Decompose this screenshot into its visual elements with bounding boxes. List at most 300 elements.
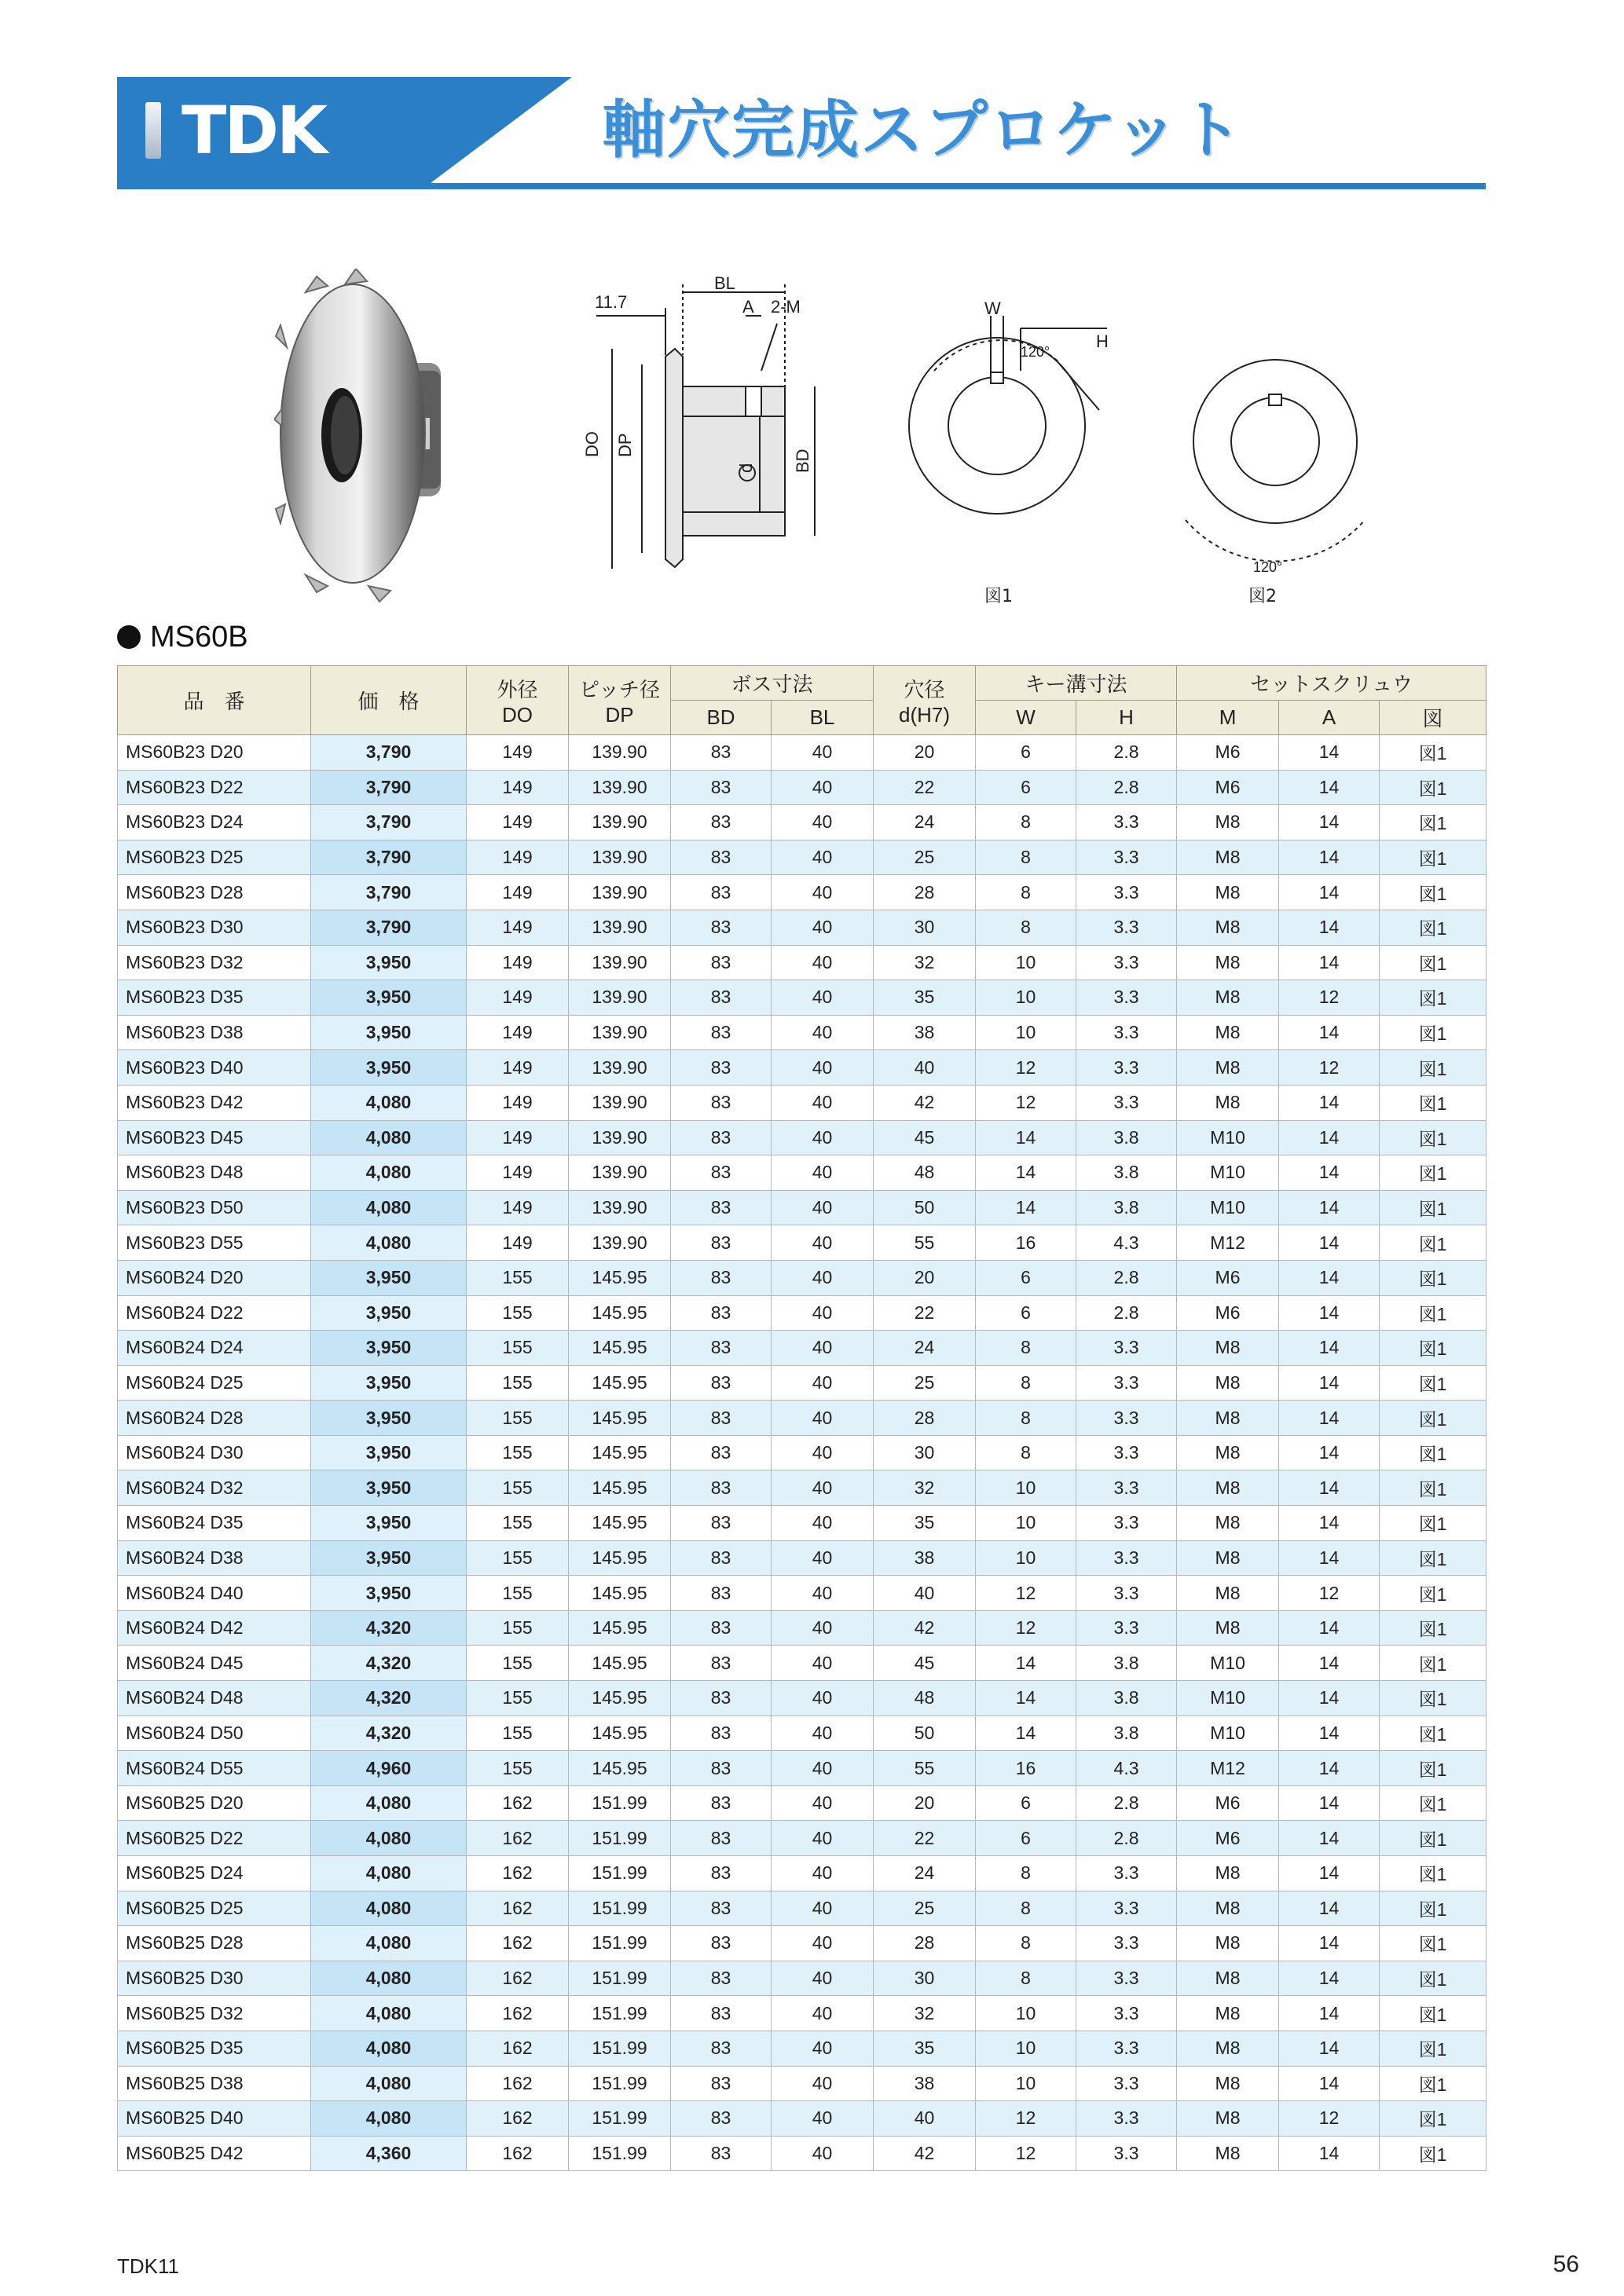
cell-part: MS60B25 D35 xyxy=(118,2031,311,2066)
cell-a: 14 xyxy=(1279,875,1380,910)
cell-dp: 151.99 xyxy=(569,2031,671,2066)
cell-w: 12 xyxy=(976,1610,1076,1646)
cell-price: 3,950 xyxy=(311,1540,467,1576)
cell-bd: 83 xyxy=(671,1540,772,1576)
cell-part: MS60B24 D24 xyxy=(118,1331,311,1366)
table-row xyxy=(118,1085,1487,1120)
cell-price: 4,320 xyxy=(311,1716,467,1751)
cell-bl: 40 xyxy=(772,1295,874,1331)
cell-m: M8 xyxy=(1177,1050,1279,1086)
cell-fig: 図1 xyxy=(1380,945,1487,980)
cell-fig: 図1 xyxy=(1380,840,1487,875)
cell-w: 8 xyxy=(976,1331,1076,1366)
cell-bd: 83 xyxy=(671,805,772,840)
cell-bore: 20 xyxy=(874,1260,976,1295)
cell-h: 3.3 xyxy=(1076,1856,1177,1891)
table-row xyxy=(118,1260,1487,1295)
cell-dp: 145.95 xyxy=(569,1506,671,1541)
cell-h: 3.3 xyxy=(1076,1331,1177,1366)
cell-bd: 83 xyxy=(671,2066,772,2101)
cell-m: M8 xyxy=(1177,2066,1279,2101)
col-do-top: 外径 xyxy=(497,677,538,701)
col-dp-top: ピッチ径 xyxy=(579,677,660,701)
cell-m: M8 xyxy=(1177,980,1279,1016)
cell-a: 14 xyxy=(1279,1926,1380,1961)
cell-do: 149 xyxy=(467,770,569,805)
cell-price: 4,960 xyxy=(311,1751,467,1786)
cell-w: 6 xyxy=(976,1821,1076,1856)
cell-bore: 55 xyxy=(874,1225,976,1261)
cell-fig: 図1 xyxy=(1380,1576,1487,1611)
cell-do: 149 xyxy=(467,1050,569,1086)
cell-price: 4,320 xyxy=(311,1610,467,1646)
cell-a: 14 xyxy=(1279,1856,1380,1891)
cell-w: 8 xyxy=(976,1365,1076,1401)
cell-bore: 38 xyxy=(874,1540,976,1576)
table-row xyxy=(118,735,1487,771)
cell-bore: 50 xyxy=(874,1190,976,1225)
cell-part: MS60B24 D20 xyxy=(118,1260,311,1295)
cell-h: 3.3 xyxy=(1076,1540,1177,1576)
cell-fig: 図1 xyxy=(1380,2031,1487,2066)
cell-bore: 40 xyxy=(874,1576,976,1611)
cell-h: 3.3 xyxy=(1076,945,1177,980)
cell-part: MS60B23 D30 xyxy=(118,910,311,945)
cell-h: 3.3 xyxy=(1076,1435,1177,1470)
cell-m: M6 xyxy=(1177,1260,1279,1295)
cell-bl: 40 xyxy=(772,1926,874,1961)
cell-w: 16 xyxy=(976,1225,1076,1261)
table-row xyxy=(118,1155,1487,1191)
footer-code: TDK11 xyxy=(117,2254,179,2278)
dim-bl: BL xyxy=(714,276,735,293)
cell-a: 14 xyxy=(1279,1821,1380,1856)
cell-bd: 83 xyxy=(671,770,772,805)
cell-h: 3.3 xyxy=(1076,1015,1177,1050)
cell-do: 162 xyxy=(467,2066,569,2101)
cell-part: MS60B24 D42 xyxy=(118,1610,311,1646)
cell-m: M10 xyxy=(1177,1120,1279,1155)
cell-bore: 48 xyxy=(874,1681,976,1716)
cell-fig: 図1 xyxy=(1380,1120,1487,1155)
cell-w: 8 xyxy=(976,1401,1076,1436)
cell-h: 4.3 xyxy=(1076,1751,1177,1786)
cell-price: 4,080 xyxy=(311,2101,467,2137)
cell-part: MS60B23 D25 xyxy=(118,840,311,875)
cell-do: 155 xyxy=(467,1681,569,1716)
cell-w: 10 xyxy=(976,1996,1076,2031)
cell-do: 149 xyxy=(467,805,569,840)
cell-m: M8 xyxy=(1177,2031,1279,2066)
cell-m: M10 xyxy=(1177,1646,1279,1681)
cell-part: MS60B24 D55 xyxy=(118,1751,311,1786)
cell-price: 3,790 xyxy=(311,875,467,910)
cell-w: 12 xyxy=(976,1050,1076,1086)
cell-do: 149 xyxy=(467,735,569,771)
cell-w: 6 xyxy=(976,770,1076,805)
cell-m: M8 xyxy=(1177,1331,1279,1366)
cell-h: 2.8 xyxy=(1076,1260,1177,1295)
cell-bore: 50 xyxy=(874,1716,976,1751)
cell-m: M10 xyxy=(1177,1155,1279,1191)
cell-a: 14 xyxy=(1279,1015,1380,1050)
dim-2m: 2-M xyxy=(771,297,801,317)
cell-price: 4,320 xyxy=(311,1646,467,1681)
cell-part: MS60B24 D48 xyxy=(118,1681,311,1716)
cell-bd: 83 xyxy=(671,1681,772,1716)
cell-h: 3.8 xyxy=(1076,1120,1177,1155)
dim-angle: 120° xyxy=(1021,344,1050,360)
page-title: 軸穴完成スプロケット xyxy=(603,93,1244,167)
col-bore-bottom: d(H7) xyxy=(899,702,951,727)
cell-dp: 151.99 xyxy=(569,1785,671,1821)
cell-bore: 20 xyxy=(874,735,976,771)
cell-fig: 図1 xyxy=(1380,1365,1487,1401)
cell-m: M8 xyxy=(1177,2136,1279,2171)
cell-bd: 83 xyxy=(671,2136,772,2171)
cell-bl: 40 xyxy=(772,2066,874,2101)
cell-do: 149 xyxy=(467,1225,569,1261)
cell-h: 3.8 xyxy=(1076,1681,1177,1716)
cell-price: 4,080 xyxy=(311,1785,467,1821)
cell-a: 14 xyxy=(1279,1996,1380,2031)
table-row xyxy=(118,1716,1487,1751)
cell-part: MS60B24 D45 xyxy=(118,1646,311,1681)
cell-h: 3.3 xyxy=(1076,2101,1177,2137)
cell-fig: 図1 xyxy=(1380,735,1487,771)
cell-part: MS60B23 D48 xyxy=(118,1155,311,1191)
cell-m: M12 xyxy=(1177,1751,1279,1786)
cell-price: 3,790 xyxy=(311,770,467,805)
cell-h: 4.3 xyxy=(1076,1225,1177,1261)
cell-h: 3.8 xyxy=(1076,1646,1177,1681)
table-row xyxy=(118,1996,1487,2031)
table-row xyxy=(118,1540,1487,1576)
cell-bl: 40 xyxy=(772,945,874,980)
cell-w: 14 xyxy=(976,1716,1076,1751)
cell-dp: 151.99 xyxy=(569,2101,671,2137)
cell-a: 14 xyxy=(1279,840,1380,875)
cell-a: 14 xyxy=(1279,1716,1380,1751)
cell-price: 4,080 xyxy=(311,1155,467,1191)
cell-bore: 32 xyxy=(874,1996,976,2031)
table-row xyxy=(118,1681,1487,1716)
cell-bl: 40 xyxy=(772,1050,874,1086)
cell-h: 3.3 xyxy=(1076,1365,1177,1401)
cell-bore: 24 xyxy=(874,805,976,840)
table-row xyxy=(118,1646,1487,1681)
cell-bore: 48 xyxy=(874,1155,976,1191)
cell-w: 8 xyxy=(976,875,1076,910)
cell-fig: 図1 xyxy=(1380,910,1487,945)
cell-do: 149 xyxy=(467,875,569,910)
cell-part: MS60B24 D25 xyxy=(118,1365,311,1401)
cell-bore: 28 xyxy=(874,875,976,910)
cell-m: M8 xyxy=(1177,1540,1279,1576)
cell-dp: 139.90 xyxy=(569,770,671,805)
cell-part: MS60B23 D35 xyxy=(118,980,311,1016)
cell-price: 3,790 xyxy=(311,840,467,875)
cell-dp: 139.90 xyxy=(569,1190,671,1225)
cell-a: 12 xyxy=(1279,2101,1380,2137)
cell-h: 3.3 xyxy=(1076,1401,1177,1436)
cell-w: 14 xyxy=(976,1155,1076,1191)
cell-bore: 24 xyxy=(874,1856,976,1891)
cell-m: M8 xyxy=(1177,1435,1279,1470)
cell-price: 3,950 xyxy=(311,1260,467,1295)
cell-do: 162 xyxy=(467,2101,569,2137)
cell-price: 3,790 xyxy=(311,735,467,771)
cell-fig: 図1 xyxy=(1380,1891,1487,1926)
cell-fig: 図1 xyxy=(1380,1225,1487,1261)
figure-2-label: 図2 xyxy=(1248,587,1277,606)
figures-area xyxy=(117,267,1486,613)
cell-bd: 83 xyxy=(671,1470,772,1506)
cell-price: 3,950 xyxy=(311,980,467,1016)
cell-h: 2.8 xyxy=(1076,735,1177,771)
cell-m: M8 xyxy=(1177,1926,1279,1961)
cell-do: 155 xyxy=(467,1435,569,1470)
cell-bl: 40 xyxy=(772,1470,874,1506)
cell-bl: 40 xyxy=(772,2101,874,2137)
cell-bl: 40 xyxy=(772,1961,874,1996)
cell-price: 3,950 xyxy=(311,1050,467,1086)
dim-d: d xyxy=(736,463,756,473)
cell-bd: 83 xyxy=(671,1365,772,1401)
col-bl: BL xyxy=(772,701,874,735)
cell-bl: 40 xyxy=(772,1260,874,1295)
col-dp-bottom: DP xyxy=(605,702,634,727)
cell-bl: 40 xyxy=(772,910,874,945)
cell-h: 3.3 xyxy=(1076,805,1177,840)
cell-h: 3.3 xyxy=(1076,980,1177,1016)
cell-part: MS60B25 D25 xyxy=(118,1891,311,1926)
cell-part: MS60B25 D42 xyxy=(118,2136,311,2171)
cell-dp: 145.95 xyxy=(569,1646,671,1681)
cell-fig: 図1 xyxy=(1380,1610,1487,1646)
cell-m: M10 xyxy=(1177,1681,1279,1716)
cell-m: M8 xyxy=(1177,840,1279,875)
cell-price: 4,080 xyxy=(311,2031,467,2066)
cell-dp: 145.95 xyxy=(569,1540,671,1576)
series-heading xyxy=(117,617,248,657)
cell-price: 3,790 xyxy=(311,910,467,945)
cell-dp: 151.99 xyxy=(569,1961,671,1996)
cell-bd: 83 xyxy=(671,1996,772,2031)
cell-price: 4,360 xyxy=(311,2136,467,2171)
cell-bd: 83 xyxy=(671,1085,772,1120)
table-row xyxy=(118,805,1487,840)
cell-dp: 139.90 xyxy=(569,945,671,980)
col-fig: 図 xyxy=(1380,701,1487,735)
table-row xyxy=(118,1331,1487,1366)
cell-bd: 83 xyxy=(671,1891,772,1926)
cell-m: M8 xyxy=(1177,2101,1279,2137)
cell-w: 8 xyxy=(976,1856,1076,1891)
cell-do: 155 xyxy=(467,1646,569,1681)
cell-h: 2.8 xyxy=(1076,1785,1177,1821)
cell-bl: 40 xyxy=(772,1785,874,1821)
cell-a: 14 xyxy=(1279,1085,1380,1120)
cell-price: 4,080 xyxy=(311,1856,467,1891)
cell-m: M8 xyxy=(1177,1891,1279,1926)
figure-1-label: 図1 xyxy=(984,587,1013,606)
cell-a: 14 xyxy=(1279,1751,1380,1786)
cell-h: 3.3 xyxy=(1076,1050,1177,1086)
cell-fig: 図1 xyxy=(1380,2101,1487,2137)
table-row xyxy=(118,875,1487,910)
cell-price: 4,080 xyxy=(311,1225,467,1261)
cell-fig: 図1 xyxy=(1380,770,1487,805)
cell-do: 162 xyxy=(467,2136,569,2171)
cell-dp: 151.99 xyxy=(569,1926,671,1961)
cell-a: 14 xyxy=(1279,1225,1380,1261)
cell-bl: 40 xyxy=(772,2136,874,2171)
cell-w: 14 xyxy=(976,1681,1076,1716)
cell-a: 14 xyxy=(1279,1540,1380,1576)
page-number: 56 xyxy=(1553,2251,1579,2277)
cell-fig: 図1 xyxy=(1380,1821,1487,1856)
cell-bd: 83 xyxy=(671,840,772,875)
cell-dp: 145.95 xyxy=(569,1681,671,1716)
cell-fig: 図1 xyxy=(1380,875,1487,910)
cell-bd: 83 xyxy=(671,875,772,910)
cell-a: 14 xyxy=(1279,1120,1380,1155)
cell-bore: 42 xyxy=(874,2136,976,2171)
table-row xyxy=(118,1891,1487,1926)
page-header xyxy=(117,77,1486,189)
spec-table-body xyxy=(118,735,1487,2171)
cell-bl: 40 xyxy=(772,1401,874,1436)
cell-dp: 145.95 xyxy=(569,1610,671,1646)
cell-h: 3.3 xyxy=(1076,875,1177,910)
cell-bd: 83 xyxy=(671,1331,772,1366)
cell-dp: 151.99 xyxy=(569,1996,671,2031)
cell-bl: 40 xyxy=(772,1085,874,1120)
cell-part: MS60B23 D24 xyxy=(118,805,311,840)
header-panel-slope xyxy=(431,77,572,183)
col-w: W xyxy=(976,701,1076,735)
cell-part: MS60B23 D50 xyxy=(118,1190,311,1225)
cell-do: 155 xyxy=(467,1295,569,1331)
cell-do: 155 xyxy=(467,1401,569,1436)
cell-a: 14 xyxy=(1279,1331,1380,1366)
cell-part: MS60B24 D35 xyxy=(118,1506,311,1541)
cell-w: 10 xyxy=(976,980,1076,1016)
cell-do: 155 xyxy=(467,1751,569,1786)
cell-fig: 図1 xyxy=(1380,1681,1487,1716)
dim-a: A xyxy=(742,297,754,317)
cell-m: M6 xyxy=(1177,1821,1279,1856)
cell-m: M6 xyxy=(1177,735,1279,771)
cell-dp: 139.90 xyxy=(569,1120,671,1155)
dim-bd: BD xyxy=(793,449,812,473)
cell-bl: 40 xyxy=(772,875,874,910)
cell-bl: 40 xyxy=(772,1751,874,1786)
col-screw: セットスクリュウ xyxy=(1177,666,1487,701)
cell-do: 149 xyxy=(467,1120,569,1155)
cell-w: 10 xyxy=(976,1015,1076,1050)
table-row xyxy=(118,1295,1487,1331)
cell-part: MS60B25 D32 xyxy=(118,1996,311,2031)
cell-m: M8 xyxy=(1177,805,1279,840)
cell-dp: 151.99 xyxy=(569,2136,671,2171)
table-row xyxy=(118,1225,1487,1261)
cell-bl: 40 xyxy=(772,1225,874,1261)
cell-dp: 145.95 xyxy=(569,1295,671,1331)
cell-bl: 40 xyxy=(772,1540,874,1576)
cell-fig: 図1 xyxy=(1380,980,1487,1016)
table-header-row-1 xyxy=(118,666,1487,701)
cell-bore: 42 xyxy=(874,1610,976,1646)
cell-price: 3,950 xyxy=(311,1470,467,1506)
cell-do: 155 xyxy=(467,1506,569,1541)
cell-m: M6 xyxy=(1177,1295,1279,1331)
col-bore-top: 穴径 xyxy=(904,677,945,701)
cell-m: M8 xyxy=(1177,875,1279,910)
cell-part: MS60B25 D30 xyxy=(118,1961,311,1996)
cell-do: 149 xyxy=(467,945,569,980)
cell-a: 14 xyxy=(1279,1961,1380,1996)
bullet-icon xyxy=(117,625,141,649)
cell-bore: 25 xyxy=(874,1365,976,1401)
cell-fig: 図1 xyxy=(1380,1716,1487,1751)
cell-bd: 83 xyxy=(671,1785,772,1821)
cell-bore: 22 xyxy=(874,770,976,805)
cell-dp: 151.99 xyxy=(569,1891,671,1926)
cell-h: 2.8 xyxy=(1076,770,1177,805)
series-name: MS60B xyxy=(150,620,248,654)
cell-h: 3.8 xyxy=(1076,1155,1177,1191)
dim-dp: DP xyxy=(615,433,635,457)
cell-do: 162 xyxy=(467,1785,569,1821)
cell-price: 3,950 xyxy=(311,1435,467,1470)
cell-m: M8 xyxy=(1177,1470,1279,1506)
cell-price: 3,950 xyxy=(311,1365,467,1401)
dim-h: H xyxy=(1096,331,1109,351)
cell-do: 149 xyxy=(467,1015,569,1050)
cell-bl: 40 xyxy=(772,1576,874,1611)
cell-m: M8 xyxy=(1177,1015,1279,1050)
cell-h: 3.3 xyxy=(1076,1085,1177,1120)
cell-part: MS60B23 D38 xyxy=(118,1015,311,1050)
cell-do: 155 xyxy=(467,1576,569,1611)
cell-bore: 45 xyxy=(874,1646,976,1681)
cell-bd: 83 xyxy=(671,1926,772,1961)
cell-bd: 83 xyxy=(671,1506,772,1541)
cell-part: MS60B23 D45 xyxy=(118,1120,311,1155)
cell-fig: 図1 xyxy=(1380,1961,1487,1996)
cell-w: 12 xyxy=(976,1576,1076,1611)
cell-h: 3.8 xyxy=(1076,1190,1177,1225)
cell-a: 14 xyxy=(1279,1470,1380,1506)
cell-dp: 139.90 xyxy=(569,1085,671,1120)
cell-w: 10 xyxy=(976,1470,1076,1506)
cell-w: 8 xyxy=(976,840,1076,875)
cell-a: 14 xyxy=(1279,2031,1380,2066)
cell-dp: 145.95 xyxy=(569,1751,671,1786)
cell-bd: 83 xyxy=(671,2031,772,2066)
cell-part: MS60B24 D22 xyxy=(118,1295,311,1331)
cell-a: 14 xyxy=(1279,1401,1380,1436)
table-row xyxy=(118,2101,1487,2137)
cell-bd: 83 xyxy=(671,1050,772,1086)
table-row xyxy=(118,1506,1487,1541)
cell-a: 14 xyxy=(1279,2066,1380,2101)
cell-bore: 40 xyxy=(874,1050,976,1086)
cell-bd: 83 xyxy=(671,1751,772,1786)
figure-1-drawing xyxy=(903,300,1138,544)
